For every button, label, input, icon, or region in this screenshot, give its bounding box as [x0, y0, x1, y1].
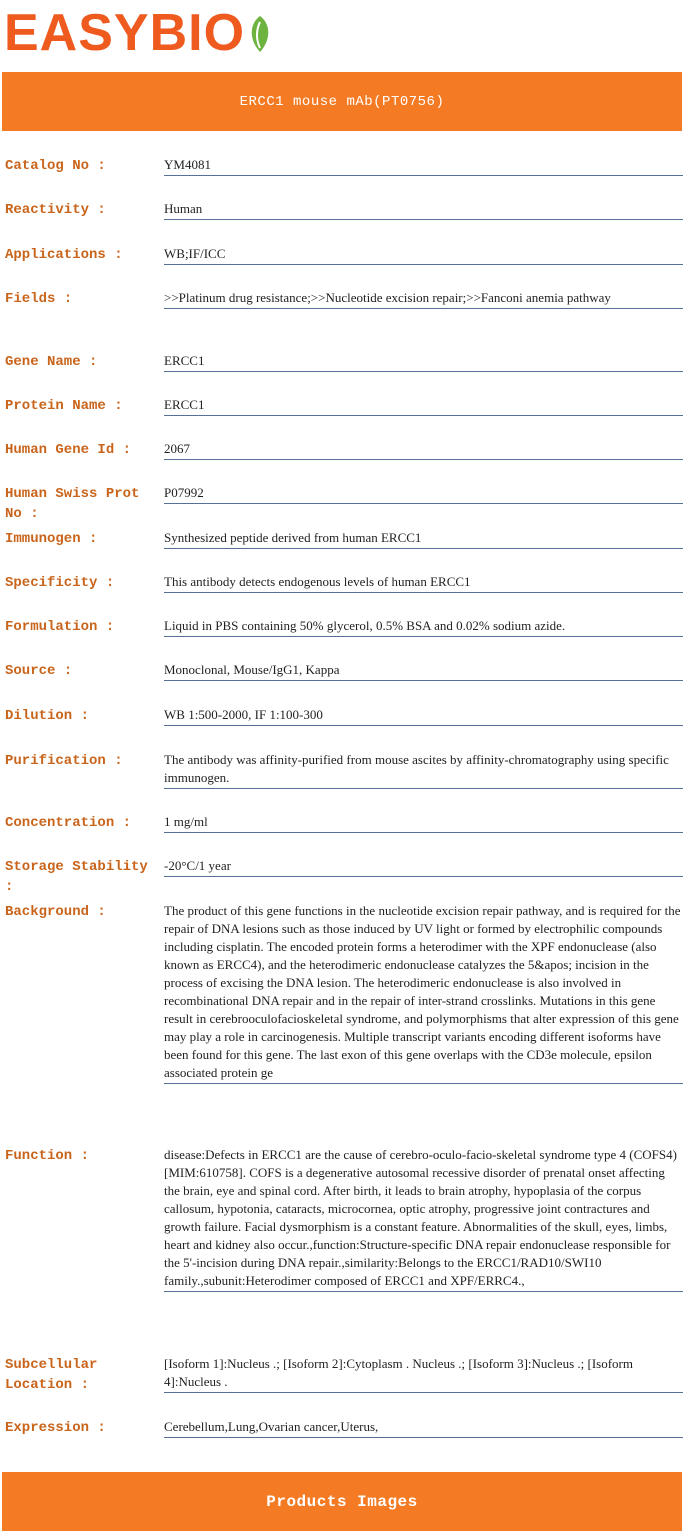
field-label: Function :	[5, 1148, 90, 1164]
leaf-icon	[247, 14, 273, 54]
field-value: ERCC1	[164, 352, 683, 372]
field-label: Reactivity :	[5, 202, 106, 218]
field-value: The antibody was affinity-purified from mouse ascites by affinity-chromatography using specific immunogen.	[164, 751, 683, 789]
field-value: The product of this gene functions in the nucleotide excision repair pathway, and is required for the repair of DNA lesions such as those induced by UV light or formed by electrophilic compounds including cisplatin. The encoded protein forms a heterodimer with the XPF endonuclease (also known as ERCC4), and the heterodimeric endonuclease catalyzes the 5&apos; incision in the process of excising the DNA lesion. The heterodimeric endonuclease is also involved in recombinational DNA repair and in the repair of inter-strand crosslinks. Mutations in this gene result in cerebrooculofacioskeletal syndrome, and polymorphisms that alter expression of this gene may play a role in carcinogenesis. Multiple transcript variants encoding different isoforms have been found for this gene. The last exon of this gene overlaps with the CD3e molecule, epsilon associated protein ge	[164, 902, 683, 1084]
field-label: Dilution :	[5, 708, 90, 724]
field-value: -20°C/1 year	[164, 857, 683, 877]
field-value: [Isoform 1]:Nucleus .; [Isoform 2]:Cytoplasm . Nucleus .; [Isoform 3]:Nucleus .; [Isoform 4]:Nucleus .	[164, 1355, 683, 1393]
field-label: Expression :	[5, 1420, 106, 1436]
field-value: Synthesized peptide derived from human ERCC1	[164, 529, 683, 549]
field-value: YM4081	[164, 156, 683, 176]
field-label: Applications :	[5, 247, 123, 263]
field-label: Subcellular Location :	[5, 1357, 98, 1393]
field-label: Purification :	[5, 753, 123, 769]
product-title: ERCC1 mouse mAb(PT0756)	[239, 93, 445, 110]
field-value: 2067	[164, 440, 683, 460]
field-value: Monoclonal, Mouse/IgG1, Kappa	[164, 661, 683, 681]
product-title-banner	[2, 72, 682, 131]
easybio-logo	[4, 2, 273, 64]
products-images-banner	[2, 1472, 682, 1531]
field-value: Human	[164, 200, 683, 220]
field-value: P07992	[164, 484, 683, 504]
field-value: disease:Defects in ERCC1 are the cause of cerebro-oculo-facio-skeletal syndrome type 4 (COFS4) [MIM:610758]. COFS is a degenerative autosomal recessive disorder of prenatal onset affecting the brain, eye and spinal cord. After birth, it leads to brain atrophy, hypoplasia of the corpus callosum, hypotonia, cataracts, microcornea, optic atrophy, progressive joint contractures and growth failure. Facial dysmorphism is a constant feature. Abnormalities of the skull, eyes, limbs, heart and kidney also occur.,function:Structure-specific DNA repair endonuclease responsible for the 5'-incision during DNA repair.,similarity:Belongs to the ERCC1/RAD10/SWI10 family.,subunit:Heterodimer composed of ERCC1 and XPF/ERRC4.,	[164, 1146, 683, 1292]
field-label: Human Swiss Prot No :	[5, 486, 140, 522]
field-label: Concentration :	[5, 815, 132, 831]
field-value: Cerebellum,Lung,Ovarian cancer,Uterus,	[164, 1418, 683, 1438]
field-value: WB 1:500-2000, IF 1:100-300	[164, 706, 683, 726]
field-label: Catalog No :	[5, 158, 106, 174]
field-label: Human Gene Id :	[5, 442, 132, 458]
field-value: WB;IF/ICC	[164, 245, 683, 265]
field-value: Liquid in PBS containing 50% glycerol, 0.5% BSA and 0.02% sodium azide.	[164, 617, 683, 637]
logo-text: EASYBIO	[4, 4, 246, 62]
field-value: 1 mg/ml	[164, 813, 683, 833]
field-label: Specificity :	[5, 575, 115, 591]
field-value: This antibody detects endogenous levels of human ERCC1	[164, 573, 683, 593]
field-value: ERCC1	[164, 396, 683, 416]
field-value: >>Platinum drug resistance;>>Nucleotide excision repair;>>Fanconi anemia pathway	[164, 289, 683, 309]
field-label: Fields :	[5, 291, 73, 307]
field-label: Protein Name :	[5, 398, 123, 414]
field-label: Source :	[5, 663, 73, 679]
field-label: Background :	[5, 904, 106, 920]
field-label: Storage Stability :	[5, 859, 148, 895]
products-images-title: Products Images	[266, 1492, 418, 1511]
field-label: Gene Name :	[5, 354, 98, 370]
field-label: Formulation :	[5, 619, 115, 635]
field-label: Immunogen :	[5, 531, 98, 547]
